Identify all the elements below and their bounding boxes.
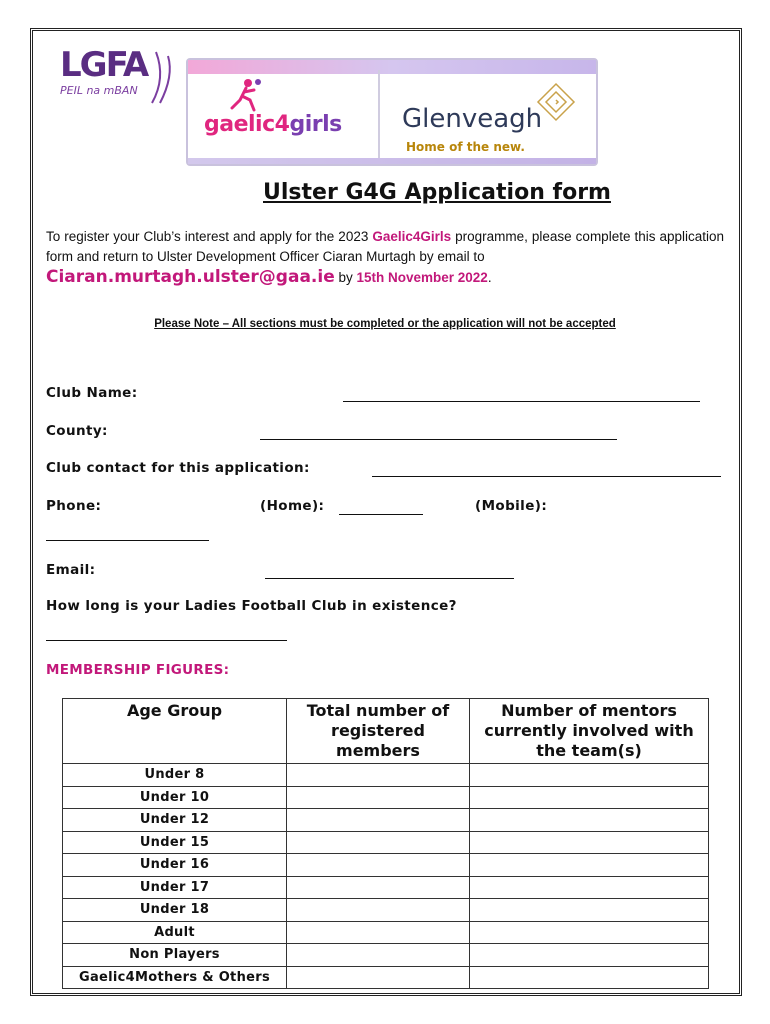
table-row [63, 944, 709, 967]
mentors-cell[interactable] [470, 899, 709, 922]
mobile-phone-label: (Mobile): [475, 498, 548, 514]
total-members-cell[interactable] [287, 786, 470, 809]
mentors-cell[interactable] [470, 921, 709, 944]
form-title: Ulster G4G Application form [263, 180, 611, 205]
sponsor-banner [186, 58, 598, 166]
membership-header-row [63, 699, 709, 764]
age-group-cell: Under 17 [63, 876, 287, 899]
runner-icon [224, 78, 264, 114]
programme-name: Gaelic4Girls [372, 229, 452, 244]
mentors-cell[interactable] [470, 764, 709, 787]
club-contact-label: Club contact for this application: [46, 460, 310, 476]
completion-note: Please Note – All sections must be completed or the application will not be accepted [154, 318, 616, 330]
home-phone-field[interactable] [339, 514, 423, 515]
total-members-cell[interactable] [287, 809, 470, 832]
mentors-cell[interactable] [470, 786, 709, 809]
banner-divider [378, 70, 380, 160]
phone-label: Phone: [46, 498, 102, 514]
banner-top-stripe [188, 60, 596, 74]
table-row [63, 899, 709, 922]
lgfa-swoosh-icon [148, 48, 178, 106]
intro-by: by [334, 270, 357, 285]
gaelic4girls-logo-b: girls [289, 112, 342, 137]
gaelic4girls-logo [204, 112, 342, 137]
mentors-cell[interactable] [470, 831, 709, 854]
glenveagh-mark-icon [536, 82, 576, 122]
total-members-cell[interactable] [287, 764, 470, 787]
age-group-cell: Under 16 [63, 854, 287, 877]
intro-text-1: To register your Club’s interest and apply for the 2023 [46, 229, 373, 244]
intro-paragraph [46, 227, 724, 288]
table-row [63, 876, 709, 899]
lgfa-logo [60, 45, 180, 108]
contact-email-link[interactable]: Ciaran.murtagh.ulster@gaa.ie [46, 267, 335, 287]
age-group-cell: Under 10 [63, 786, 287, 809]
existence-field[interactable] [46, 640, 287, 641]
table-row [63, 831, 709, 854]
club-name-label: Club Name: [46, 385, 138, 401]
age-group-cell: Under 15 [63, 831, 287, 854]
table-row [63, 854, 709, 877]
banner-bottom-stripe [188, 158, 596, 164]
membership-heading: MEMBERSHIP FIGURES: [46, 662, 230, 678]
col-age-group: Age Group [63, 699, 287, 764]
col-total-members: Total number of registered members [287, 699, 470, 764]
total-members-cell[interactable] [287, 876, 470, 899]
deadline-date: 15th November 2022 [356, 270, 488, 285]
mentors-cell[interactable] [470, 876, 709, 899]
mentors-cell[interactable] [470, 809, 709, 832]
email-label: Email: [46, 562, 96, 578]
age-group-cell: Adult [63, 921, 287, 944]
table-row [63, 764, 709, 787]
glenveagh-tagline: Home of the new. [406, 140, 525, 154]
gaelic4girls-logo-a: gaelic4 [204, 112, 290, 137]
total-members-cell[interactable] [287, 831, 470, 854]
total-members-cell[interactable] [287, 944, 470, 967]
total-members-cell[interactable] [287, 921, 470, 944]
county-field[interactable] [260, 439, 617, 440]
membership-table [62, 698, 709, 989]
age-group-cell: Non Players [63, 944, 287, 967]
mentors-cell[interactable] [470, 854, 709, 877]
table-row [63, 921, 709, 944]
total-members-cell[interactable] [287, 899, 470, 922]
table-row [63, 966, 709, 989]
intro-text-2: programme, please complete this application form and return to Ulster Development Officer Ciaran Murtagh by email to [46, 229, 724, 264]
club-name-field[interactable] [343, 401, 700, 402]
mobile-phone-field[interactable] [46, 540, 209, 541]
total-members-cell[interactable] [287, 966, 470, 989]
table-row [63, 809, 709, 832]
existence-label: How long is your Ladies Football Club in existence? [46, 598, 457, 614]
intro-period: . [487, 270, 492, 285]
age-group-cell: Under 12 [63, 809, 287, 832]
col-mentors: Number of mentors currently involved with the team(s) [470, 699, 709, 764]
age-group-cell: Gaelic4Mothers & Others [63, 966, 287, 989]
total-members-cell[interactable] [287, 854, 470, 877]
mentors-cell[interactable] [470, 944, 709, 967]
glenveagh-logo: Glenveagh [402, 104, 543, 134]
lgfa-tagline: PEIL na mBAN [60, 84, 138, 97]
age-group-cell: Under 18 [63, 899, 287, 922]
home-phone-label: (Home): [260, 498, 325, 514]
email-field[interactable] [265, 578, 514, 579]
table-row [63, 786, 709, 809]
mentors-cell[interactable] [470, 966, 709, 989]
lgfa-logo-text: LGFA [60, 45, 148, 85]
county-label: County: [46, 423, 108, 439]
age-group-cell: Under 8 [63, 764, 287, 787]
club-contact-field[interactable] [372, 476, 721, 477]
